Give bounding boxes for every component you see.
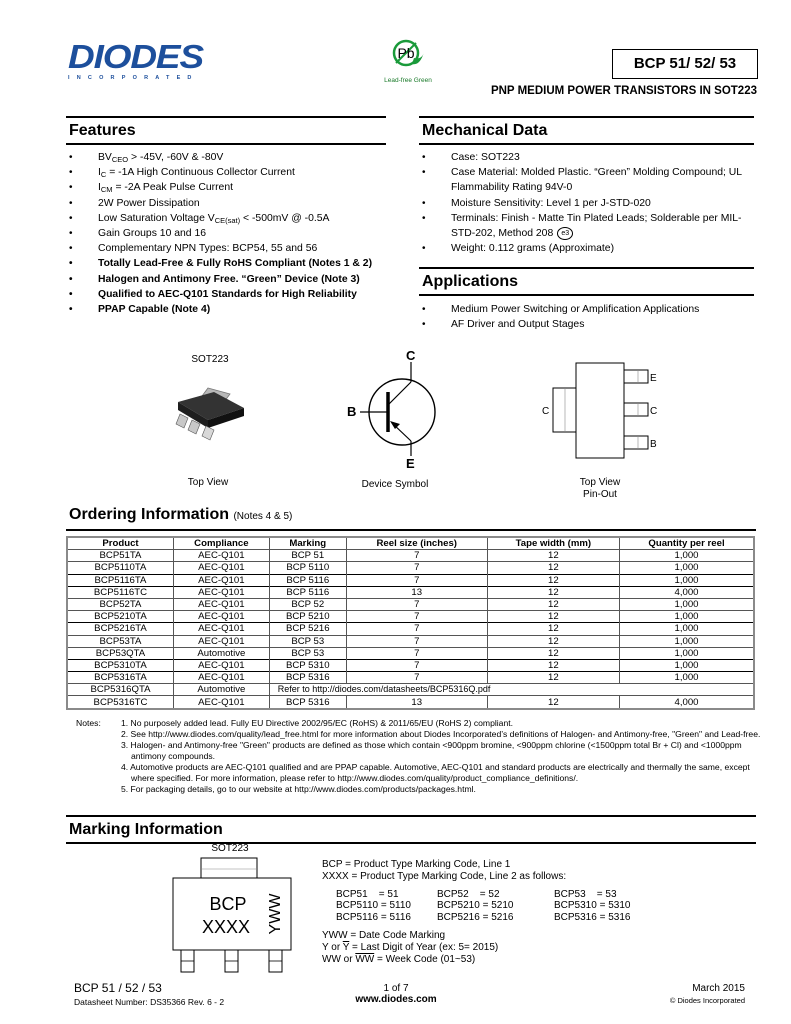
ordering-title: Ordering Information (69, 506, 229, 523)
emitter-label: E (406, 456, 415, 470)
feature-text-suffix: = -2A Peak Pulse Current (112, 182, 233, 194)
marking-line2: XXXX = Product Type Marking Code, Line 2 as follows: (322, 870, 567, 882)
feature-item (66, 150, 386, 165)
table-cell: BCP 5116 (269, 586, 346, 598)
table-cell: 1,000 (620, 562, 754, 574)
table-cell: AEC-Q101 (173, 623, 269, 635)
page-subtitle: PNP MEDIUM POWER TRANSISTORS IN SOT223 (490, 85, 757, 97)
feature-text: Gain Groups 10 and 16 (98, 228, 207, 240)
table-cell: BCP 5316 (269, 672, 346, 684)
table-cell: 1,000 (620, 598, 754, 610)
year-desc: = Last Digit of Year (ex: 5= 2015) (349, 941, 499, 953)
table-cell: 7 (346, 647, 487, 659)
footer-page: 1 of 7 (383, 983, 409, 994)
applications-list (419, 302, 754, 332)
marking-code: BCP5216 = 5216 (437, 912, 514, 924)
date-code-line: YWW = Date Code Marking (322, 929, 446, 941)
marking-diagram (168, 857, 298, 975)
footer-website[interactable]: www.diodes.com (355, 994, 437, 1005)
lead-free-badge (373, 38, 443, 84)
pin-3-label: B (650, 439, 657, 450)
table-cell: 4,000 (620, 696, 754, 709)
feature-text: Totally Lead-Free & Fully RoHS Compliant (Notes 1 & 2) (98, 258, 373, 270)
table-row (67, 647, 754, 659)
feature-text-suffix: < -500mV @ -0.5A (240, 212, 330, 224)
marking-code: BCP52 = 52 (437, 888, 500, 900)
feature-subscript: CEO (111, 155, 129, 164)
pin-2-label: C (650, 406, 658, 417)
week-desc: = Week Code (01~53) (374, 953, 476, 965)
pnp-transistor-symbol (340, 348, 450, 470)
footer-date: March 2015 (692, 983, 745, 994)
table-cell: Refer to http://diodes.com/datasheets/BCP5316Q.pdf (269, 684, 754, 696)
table-cell: 7 (346, 574, 487, 586)
feature-text: Complementary NPN Types: BCP54, 55 and 56 (98, 243, 318, 255)
application-item: • Medium Power Switching or Amplification Applications (419, 302, 754, 317)
table-cell: 12 (487, 574, 619, 586)
table-cell: 1,000 (620, 672, 754, 684)
lead-free-icon (388, 38, 428, 72)
table-cell: 7 (346, 562, 487, 574)
footer-ds-number: Datasheet Number: DS35366 Rev. 6 - 2 (74, 997, 225, 1007)
logo-subtext: INCORPORATED (68, 75, 199, 81)
table-cell: 1,000 (620, 574, 754, 586)
feature-text-suffix: = -1A High Continuous Collector Current (106, 167, 295, 179)
feature-item (66, 211, 386, 226)
pb-symbol: Pb (397, 45, 415, 61)
package-label: SOT223 (191, 354, 229, 365)
feature-text: Halogen and Antimony Free. “Green” Device (Note 3) (98, 273, 360, 285)
table-cell: AEC-Q101 (173, 672, 269, 684)
table-row (67, 672, 754, 684)
feature-text: I (98, 182, 101, 194)
feature-text-suffix: > -45V, -60V & -80V (128, 152, 224, 163)
year-code-line (322, 942, 742, 954)
application-item: • AF Driver and Output Stages (419, 317, 754, 332)
feature-item (66, 302, 386, 317)
table-cell: AEC-Q101 (173, 635, 269, 647)
mechanical-item-text: Terminals: Finish - Matte Tin Plated Leads; Solderable per MIL-STD-202, Method 208 (451, 212, 742, 240)
pinout-diagram (538, 360, 668, 470)
applications-section (419, 267, 754, 332)
table-cell: BCP5316TA (67, 672, 173, 684)
table-cell: AEC-Q101 (173, 562, 269, 574)
table-cell: 12 (487, 647, 619, 659)
ordering-title-note: (Notes 4 & 5) (233, 511, 293, 522)
table-cell: BCP 5216 (269, 623, 346, 635)
table-cell: BCP52TA (67, 598, 173, 610)
table-column-header: Tape width (mm) (487, 537, 619, 550)
marking-package-label: SOT223 (211, 843, 249, 854)
marking-code: BCP5210 = 5210 (437, 900, 514, 912)
table-cell: 12 (487, 696, 619, 709)
table-cell: 7 (346, 659, 487, 671)
table-cell: 12 (487, 562, 619, 574)
table-cell: AEC-Q101 (173, 574, 269, 586)
table-cell: BCP5110TA (67, 562, 173, 574)
mechanical-item: • Weight: 0.112 grams (Approximate) (419, 241, 754, 256)
features-heading: Features (66, 116, 386, 145)
mechanical-item (419, 211, 754, 241)
table-column-header: Reel size (inches) (346, 537, 487, 550)
footer-center (346, 983, 446, 1005)
year-overline: $\overline{Y}$ (342, 941, 350, 953)
table-cell: BCP 5310 (269, 659, 346, 671)
table-cell: 13 (346, 586, 487, 598)
feature-subscript: C (100, 170, 107, 180)
table-cell: 1,000 (620, 635, 754, 647)
table-cell: BCP5316TC (67, 696, 173, 709)
table-cell: AEC-Q101 (173, 611, 269, 623)
table-cell: BCP 53 (269, 647, 346, 659)
table-column-header: Product (67, 537, 173, 550)
logo-wordmark: DIODES (68, 38, 203, 75)
marking-code: BCP5116 = 5116 (336, 912, 411, 924)
footer-right (670, 983, 745, 1005)
week-code-line (322, 954, 742, 966)
table-row (67, 611, 754, 623)
footer-left (74, 981, 224, 1007)
table-cell: AEC-Q101 (173, 550, 269, 562)
feature-text: 2W Power Dissipation (98, 197, 200, 209)
features-list (66, 150, 386, 317)
marking-line1: BCP = Product Type Marking Code, Line 1 (322, 859, 511, 870)
mechanical-item: • Moisture Sensitivity: Level 1 per J-STD-020 (419, 196, 754, 211)
table-cell: BCP 5210 (269, 611, 346, 623)
table-cell: BCP 53 (269, 635, 346, 647)
feature-subscript: CE(sat) (214, 215, 241, 225)
feature-subscript: CM (100, 185, 113, 195)
table-cell: BCP 5116 (269, 574, 346, 586)
table-cell: 12 (487, 611, 619, 623)
table-column-header: Quantity per reel (620, 537, 754, 550)
feature-text: PPAP Capable (Note 4) (98, 304, 211, 316)
table-row (67, 562, 754, 574)
week-prefix: WW or (322, 953, 356, 965)
symbol-caption: Device Symbol (361, 479, 429, 490)
marking-code: BCP5316 = 5316 (554, 912, 631, 924)
table-cell: AEC-Q101 (173, 598, 269, 610)
mechanical-heading: Mechanical Data (419, 116, 754, 145)
table-cell: AEC-Q101 (173, 586, 269, 598)
features-section (66, 116, 386, 317)
table-cell: 12 (487, 623, 619, 635)
pin-tab-label: C (542, 406, 550, 417)
marking-code: BCP5110 = 5110 (336, 900, 411, 912)
table-row (67, 623, 754, 635)
table-cell: BCP5116TA (67, 574, 173, 586)
table-cell: 7 (346, 672, 487, 684)
feature-item (66, 180, 386, 195)
table-cell: 1,000 (620, 659, 754, 671)
pinout-caption-line1: Top View (579, 477, 621, 488)
table-row (67, 635, 754, 647)
table-cell: BCP 5110 (269, 562, 346, 574)
marking-code: BCP5310 = 5310 (554, 900, 631, 912)
table-header-row (67, 537, 754, 550)
table-row (67, 696, 754, 709)
note-item: 4. Automotive products are AEC-Q101 qualified and are PPAP capable. Automotive, AEC-Q101 and standard products are electrically and thermally the same, except where specified. For more information, please refer to http://www.diodes.com/quality/product_compliance_definitions/. (121, 762, 750, 783)
sot223-package-image (168, 380, 258, 450)
mechanical-section (419, 116, 754, 256)
marking-section (66, 815, 756, 844)
table-cell: AEC-Q101 (173, 696, 269, 709)
chip-date-code: YWW (267, 893, 284, 935)
chip-line2: XXXX (201, 917, 251, 937)
table-row (67, 684, 754, 696)
table-cell: 1,000 (620, 550, 754, 562)
table-column-header: Marking (269, 537, 346, 550)
collector-label: C (406, 348, 416, 363)
table-cell: BCP5210TA (67, 611, 173, 623)
table-cell: 13 (346, 696, 487, 709)
table-cell: BCP 5316 (269, 696, 346, 709)
diodes-logo (68, 38, 218, 84)
table-cell: 7 (346, 623, 487, 635)
table-cell: 12 (487, 550, 619, 562)
pinout-caption-line2: Pin-Out (583, 489, 617, 500)
footer-part: BCP 51 / 52 / 53 (74, 981, 162, 995)
notes-label: Notes: (76, 718, 101, 728)
feature-item (66, 256, 386, 271)
feature-text: Qualified to AEC-Q101 Standards for High Reliability (98, 288, 357, 300)
table-row (67, 574, 754, 586)
table-cell: AEC-Q101 (173, 659, 269, 671)
note-item: 3. Halogen- and Antimony-free "Green" products are defined as those which contain <900ppm bromine, <900ppm chlorine (<1500ppm total Br + Cl) and <1000ppm antimony compounds. (121, 740, 742, 761)
table-row (67, 598, 754, 610)
table-cell: Automotive (173, 647, 269, 659)
table-cell: 1,000 (620, 623, 754, 635)
footer-copyright: © Diodes Incorporated (669, 996, 745, 1005)
table-cell: 7 (346, 598, 487, 610)
table-row (67, 659, 754, 671)
marking-heading: Marking Information (66, 815, 756, 844)
feature-text: BV (98, 152, 112, 163)
ordering-heading (66, 505, 756, 531)
table-cell: Automotive (173, 684, 269, 696)
table-cell: BCP53TA (67, 635, 173, 647)
marking-legend (322, 859, 742, 965)
mechanical-item: • Case Material: Molded Plastic. “Green” Molding Compound; UL Flammability Rating 94V-0 (419, 165, 754, 195)
notes-list (121, 718, 761, 795)
table-cell: BCP53QTA (67, 647, 173, 659)
applications-heading: Applications (419, 267, 754, 296)
feature-text: I (98, 167, 101, 179)
package-caption: Top View (187, 477, 229, 488)
table-cell: BCP 51 (269, 550, 346, 562)
table-column-header: Compliance (173, 537, 269, 550)
table-cell: 12 (487, 672, 619, 684)
table-cell: BCP5116TC (67, 586, 173, 598)
marking-code: BCP53 = 53 (554, 888, 617, 900)
base-label: B (347, 404, 357, 419)
note-item: 5. For packaging details, go to our website at http://www.diodes.com/products/packages.html. (121, 784, 476, 794)
ordering-section (66, 505, 756, 710)
marking-codes-grid (336, 889, 742, 924)
table-cell: 7 (346, 611, 487, 623)
ordering-table-body (67, 550, 754, 709)
feature-item (66, 272, 386, 287)
feature-text: Low Saturation Voltage V (98, 212, 215, 224)
feature-item (66, 241, 386, 256)
table-cell: BCP5216TA (67, 623, 173, 635)
table-cell: BCP51TA (67, 550, 173, 562)
notes-section (76, 718, 766, 808)
table-cell: 7 (346, 550, 487, 562)
table-cell: BCP5310TA (67, 659, 173, 671)
year-prefix: Y or (322, 941, 343, 953)
table-cell: 12 (487, 598, 619, 610)
week-overline: $\overline{WW}$ (355, 953, 375, 965)
pin-1-label: E (650, 373, 657, 384)
marking-code: BCP51 = 51 (336, 888, 399, 900)
table-row (67, 550, 754, 562)
table-row (67, 586, 754, 598)
table-cell: BCP 52 (269, 598, 346, 610)
table-cell: 12 (487, 659, 619, 671)
table-cell: 12 (487, 586, 619, 598)
feature-item (66, 165, 386, 180)
table-cell: 4,000 (620, 586, 754, 598)
table-cell: 1,000 (620, 647, 754, 659)
feature-item (66, 196, 386, 211)
feature-item (66, 287, 386, 302)
chip-line1: BCP (209, 894, 247, 914)
feature-item (66, 226, 386, 241)
lead-free-caption: Lead-free Green (384, 77, 432, 84)
note-item: 2. See http://www.diodes.com/quality/lead_free.html for more information about Diodes Incorporated’s definitions of Halogen- and Antimony-free, "Green" and Lead-free. (121, 729, 761, 739)
note-item: 1. No purposely added lead. Fully EU Directive 2002/95/EC (RoHS) & 2011/65/EU (RoHS 2) compliant. (121, 718, 513, 728)
table-cell: 7 (346, 635, 487, 647)
e3-mark-icon: e3 (557, 227, 573, 240)
part-number-box: BCP 51/ 52/ 53 (612, 49, 758, 79)
table-cell: 1,000 (620, 611, 754, 623)
table-cell: BCP5316QTA (67, 684, 173, 696)
mechanical-list (419, 150, 754, 256)
mechanical-item: • Case: SOT223 (419, 150, 754, 165)
ordering-table (66, 536, 755, 710)
table-cell: 12 (487, 635, 619, 647)
pinout-caption (560, 477, 640, 501)
